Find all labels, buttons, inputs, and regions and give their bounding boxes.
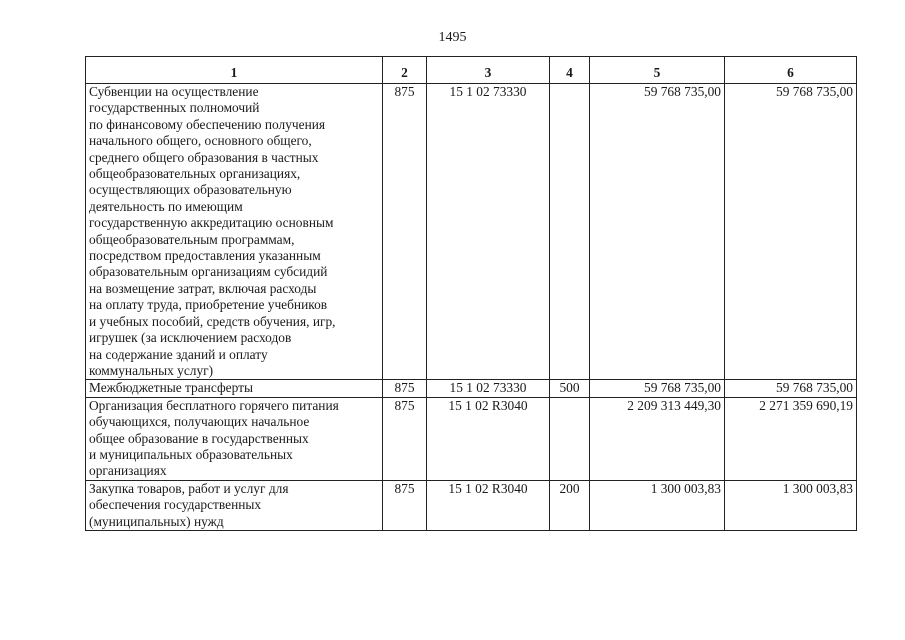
- row-name: Межбюджетные трансферты: [86, 380, 383, 397]
- amount-column-5: 1 300 003,83: [590, 480, 725, 530]
- target-code: 15 1 02 R3040: [427, 397, 550, 480]
- expense-type-code: 500: [550, 380, 590, 397]
- ministry-code: 875: [383, 380, 427, 397]
- column-header-4: 4: [550, 57, 590, 84]
- amount-column-6: 59 768 735,00: [725, 380, 857, 397]
- column-header-6: 6: [725, 57, 857, 84]
- table-row: [86, 380, 857, 397]
- target-code: 15 1 02 73330: [427, 380, 550, 397]
- expense-type-code: 200: [550, 480, 590, 530]
- ministry-code: 875: [383, 480, 427, 530]
- amount-column-6: 2 271 359 690,19: [725, 397, 857, 480]
- amount-column-5: 59 768 735,00: [590, 380, 725, 397]
- target-code: 15 1 02 73330: [427, 84, 550, 380]
- row-name: Субвенции на осуществление государственных полномочий по финансовому обеспечению получения начального общего, основного общего, среднего общего образования в частных общеобразовательных организациях, осуществляющих образовательную деятельность по имеющим государственную аккредитацию основным общеобразовательным программам, посредством предоставления указанным образовательным организациям субсидий на возмещение затрат, включая расходы на оплату труда, приобретение учебников и учебных пособий, средств обучения, игр, игрушек (за исключением расходов на содержание зданий и оплату коммунальных услуг): [86, 84, 383, 380]
- ministry-code: 875: [383, 84, 427, 380]
- amount-column-5: 59 768 735,00: [590, 84, 725, 380]
- budget-table: [85, 56, 857, 531]
- table-row: [86, 480, 857, 530]
- page-number: 1495: [438, 30, 467, 45]
- expense-type-code: [550, 397, 590, 480]
- column-header-2: 2: [383, 57, 427, 84]
- table-row: [86, 84, 857, 380]
- amount-column-6: 59 768 735,00: [725, 84, 857, 380]
- column-header-1: 1: [86, 57, 383, 84]
- target-code: 15 1 02 R3040: [427, 480, 550, 530]
- amount-column-5: 2 209 313 449,30: [590, 397, 725, 480]
- row-name: Организация бесплатного горячего питания обучающихся, получающих начальное общее образование в государственных и муниципальных образовательных организациях: [86, 397, 383, 480]
- header-row: [86, 57, 857, 84]
- expense-type-code: [550, 84, 590, 380]
- column-header-5: 5: [590, 57, 725, 84]
- table-row: [86, 397, 857, 480]
- ministry-code: 875: [383, 397, 427, 480]
- row-name: Закупка товаров, работ и услуг для обеспечения государственных (муниципальных) нужд: [86, 480, 383, 530]
- column-header-3: 3: [427, 57, 550, 84]
- amount-column-6: 1 300 003,83: [725, 480, 857, 530]
